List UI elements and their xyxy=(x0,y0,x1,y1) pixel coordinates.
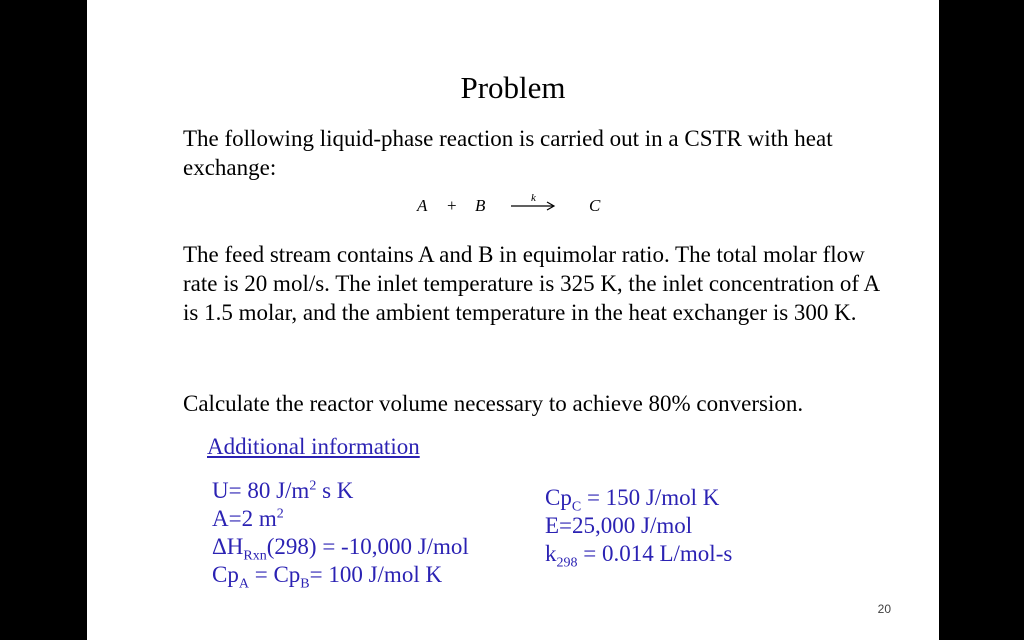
info-rate-constant: $k_{298} = 0.014$ L/mol-s xyxy=(545,541,733,571)
reactant-a: A xyxy=(417,196,428,215)
feed-description: The feed stream contains A and B in equimolar ratio. The total molar flow rate is 20 mol/s. The inlet temperature is 325 K, the inlet concentration of A is 1.5 molar, and the ambient temperature in the heat exchanger is 300 K. xyxy=(183,242,879,325)
left-info-list xyxy=(212,477,469,592)
task-text: Calculate the reactor volume necessary to achieve 80% conversion. xyxy=(183,391,804,416)
info-heat-of-reaction: $\Delta H_{Rxn}(298) = -10,000$ J/mol xyxy=(212,534,469,564)
slide-title: Problem xyxy=(460,70,566,105)
info-cp-ab: $Cp_A = Cp_B= 100$ J/mol K xyxy=(212,562,443,592)
additional-info-heading: Additional information xyxy=(207,434,420,459)
info-cp-c: $Cp_C = 150$ J/mol K xyxy=(545,485,720,515)
right-info-list xyxy=(545,484,733,571)
info-area: A=2 $m^2$ xyxy=(212,506,284,531)
info-u: U= 80 $J/m^2$ s K xyxy=(212,478,354,503)
reactant-b: B xyxy=(475,196,486,215)
arrow-icon xyxy=(511,199,557,213)
rate-constant-label: k xyxy=(531,192,536,204)
slide xyxy=(87,0,939,640)
reaction-arrow xyxy=(511,192,557,214)
plus-sign: + xyxy=(447,196,457,215)
info-activation-energy: E=25,000 J/mol xyxy=(545,513,693,538)
page-number: 20 xyxy=(877,602,891,616)
intro-text: The following liquid-phase reaction is carried out in a CSTR with heat exchange: xyxy=(183,126,833,180)
product-c: C xyxy=(589,196,601,215)
